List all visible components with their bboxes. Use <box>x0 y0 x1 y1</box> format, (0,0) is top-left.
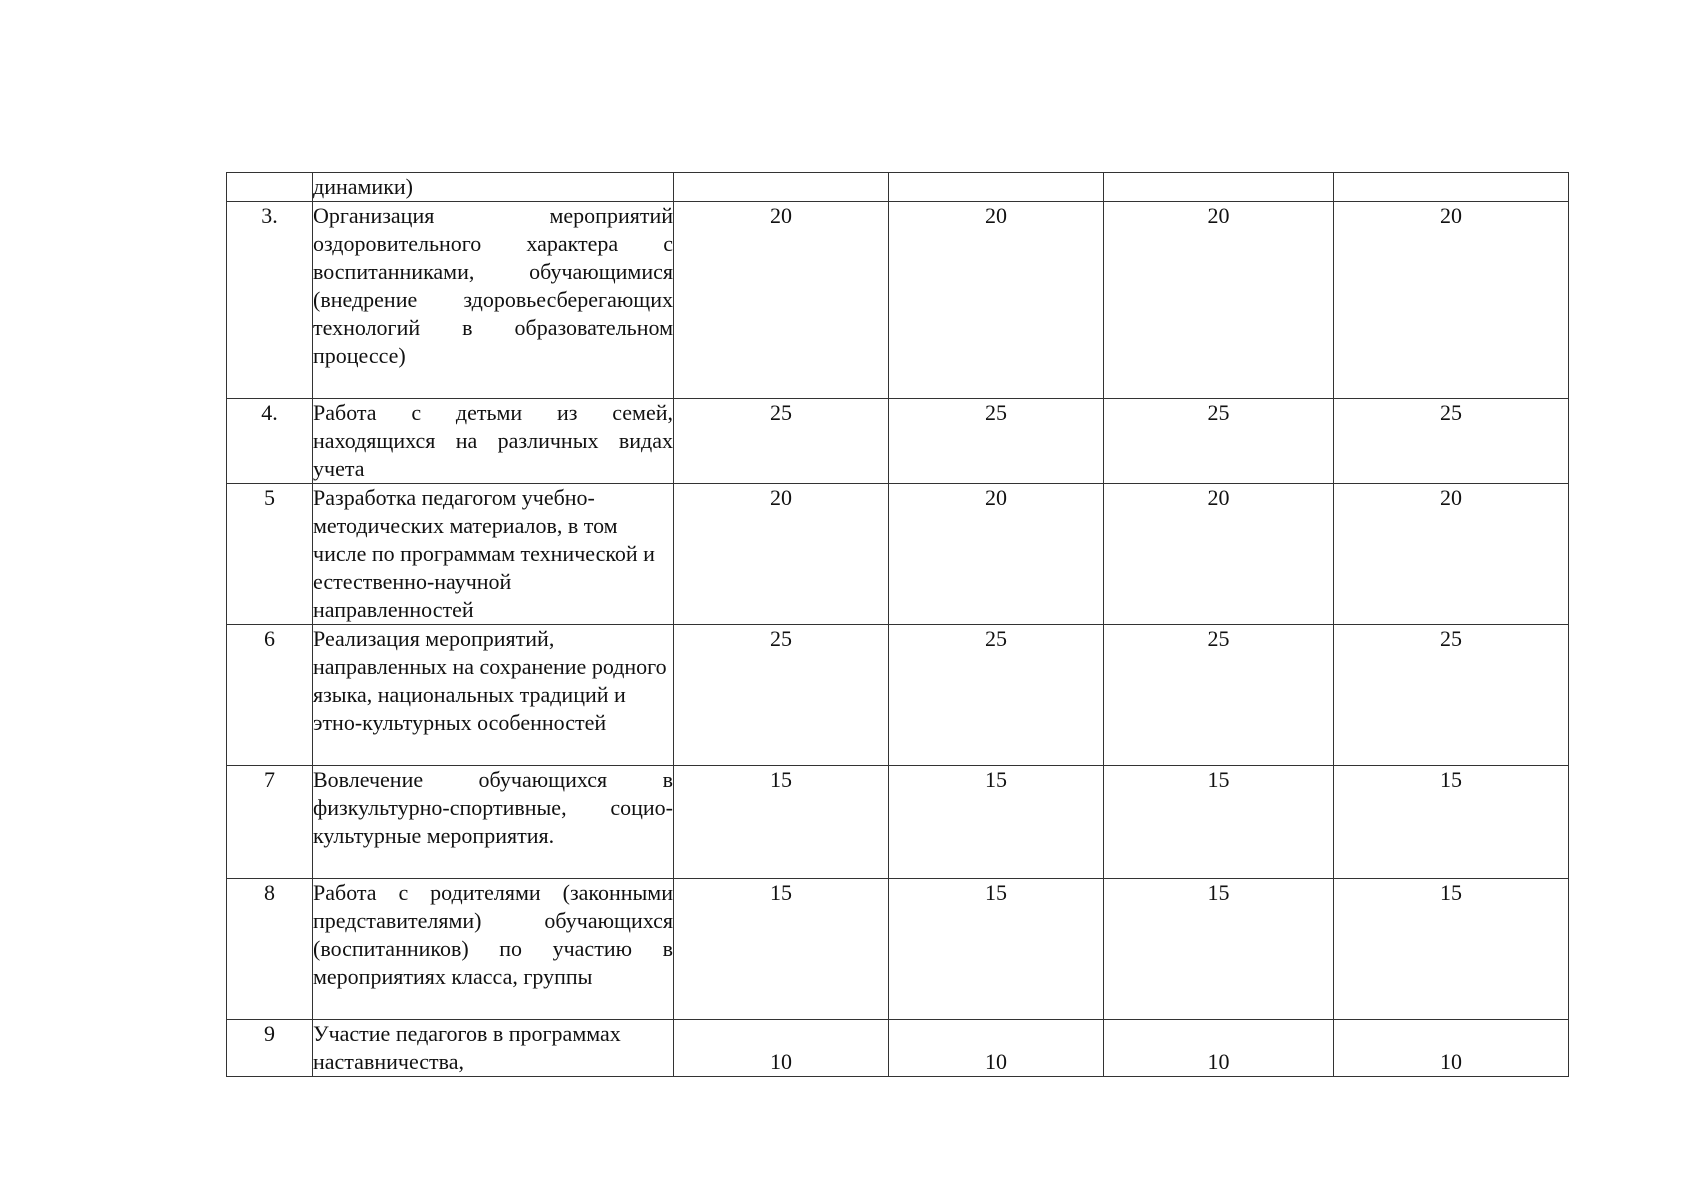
score-cell: 15 <box>1104 879 1334 1020</box>
row-number: 5 <box>227 484 313 625</box>
score-cell: 15 <box>1104 766 1334 879</box>
score-cell: 20 <box>1104 484 1334 625</box>
score-cell: 20 <box>674 484 889 625</box>
row-number: 8 <box>227 879 313 1020</box>
score-cell: 20 <box>1104 202 1334 399</box>
score-cell: 25 <box>674 625 889 766</box>
table-row <box>227 625 1569 766</box>
score-cell: 20 <box>889 202 1104 399</box>
table-row <box>227 1020 1569 1077</box>
score-cell: 15 <box>1334 879 1569 1020</box>
criterion-text: Участие педагогов в программах наставничества, <box>313 1020 674 1077</box>
table-row <box>227 766 1569 879</box>
score-cell: 15 <box>889 879 1104 1020</box>
row-number: 4. <box>227 399 313 484</box>
score-cell: 20 <box>674 202 889 399</box>
score-cell: 25 <box>1104 399 1334 484</box>
score-cell <box>889 173 1104 202</box>
score-cell: 10 <box>1334 1020 1569 1077</box>
table-row <box>227 202 1569 399</box>
score-cell: 25 <box>1334 399 1569 484</box>
row-number: 9 <box>227 1020 313 1077</box>
criterion-text: Работа с детьми из семей, находящихся на различных видах учета <box>313 399 674 484</box>
table-row <box>227 399 1569 484</box>
score-cell: 25 <box>1104 625 1334 766</box>
score-cell <box>1334 173 1569 202</box>
score-cell: 15 <box>674 879 889 1020</box>
score-cell <box>1104 173 1334 202</box>
criterion-text: Организация мероприятий оздоровительного характера с воспитанниками, обучающимися (внедрение здоровьесберегающих технологий в образовательном процессе) <box>313 202 674 399</box>
score-cell: 25 <box>674 399 889 484</box>
score-cell: 20 <box>889 484 1104 625</box>
score-cell: 10 <box>889 1020 1104 1077</box>
score-cell: 25 <box>889 399 1104 484</box>
score-cell: 10 <box>674 1020 889 1077</box>
criterion-text: Вовлечение обучающихся в физкультурно-спортивные, социо-культурные мероприятия. <box>313 766 674 879</box>
table-row <box>227 484 1569 625</box>
table-row <box>227 879 1569 1020</box>
score-cell: 25 <box>1334 625 1569 766</box>
criterion-text: Работа с родителями (законными представителями) обучающихся (воспитанников) по участию в мероприятиях класса, группы <box>313 879 674 1020</box>
row-number: 7 <box>227 766 313 879</box>
score-cell: 15 <box>889 766 1104 879</box>
score-cell: 20 <box>1334 484 1569 625</box>
score-cell: 20 <box>1334 202 1569 399</box>
score-cell: 15 <box>1334 766 1569 879</box>
score-cell: 10 <box>1104 1020 1334 1077</box>
row-number <box>227 173 313 202</box>
row-number: 3. <box>227 202 313 399</box>
score-cell <box>674 173 889 202</box>
score-cell: 15 <box>674 766 889 879</box>
criterion-text: Реализация мероприятий, направленных на сохранение родного языка, национальных традиций и этно-культурных особенностей <box>313 625 674 766</box>
criteria-table <box>226 172 1569 1077</box>
row-number: 6 <box>227 625 313 766</box>
table-row <box>227 173 1569 202</box>
criterion-text: динамики) <box>313 173 674 202</box>
criterion-text: Разработка педагогом учебно-методических материалов, в том числе по программам технической и естественно-научной направленностей <box>313 484 674 625</box>
score-cell: 25 <box>889 625 1104 766</box>
